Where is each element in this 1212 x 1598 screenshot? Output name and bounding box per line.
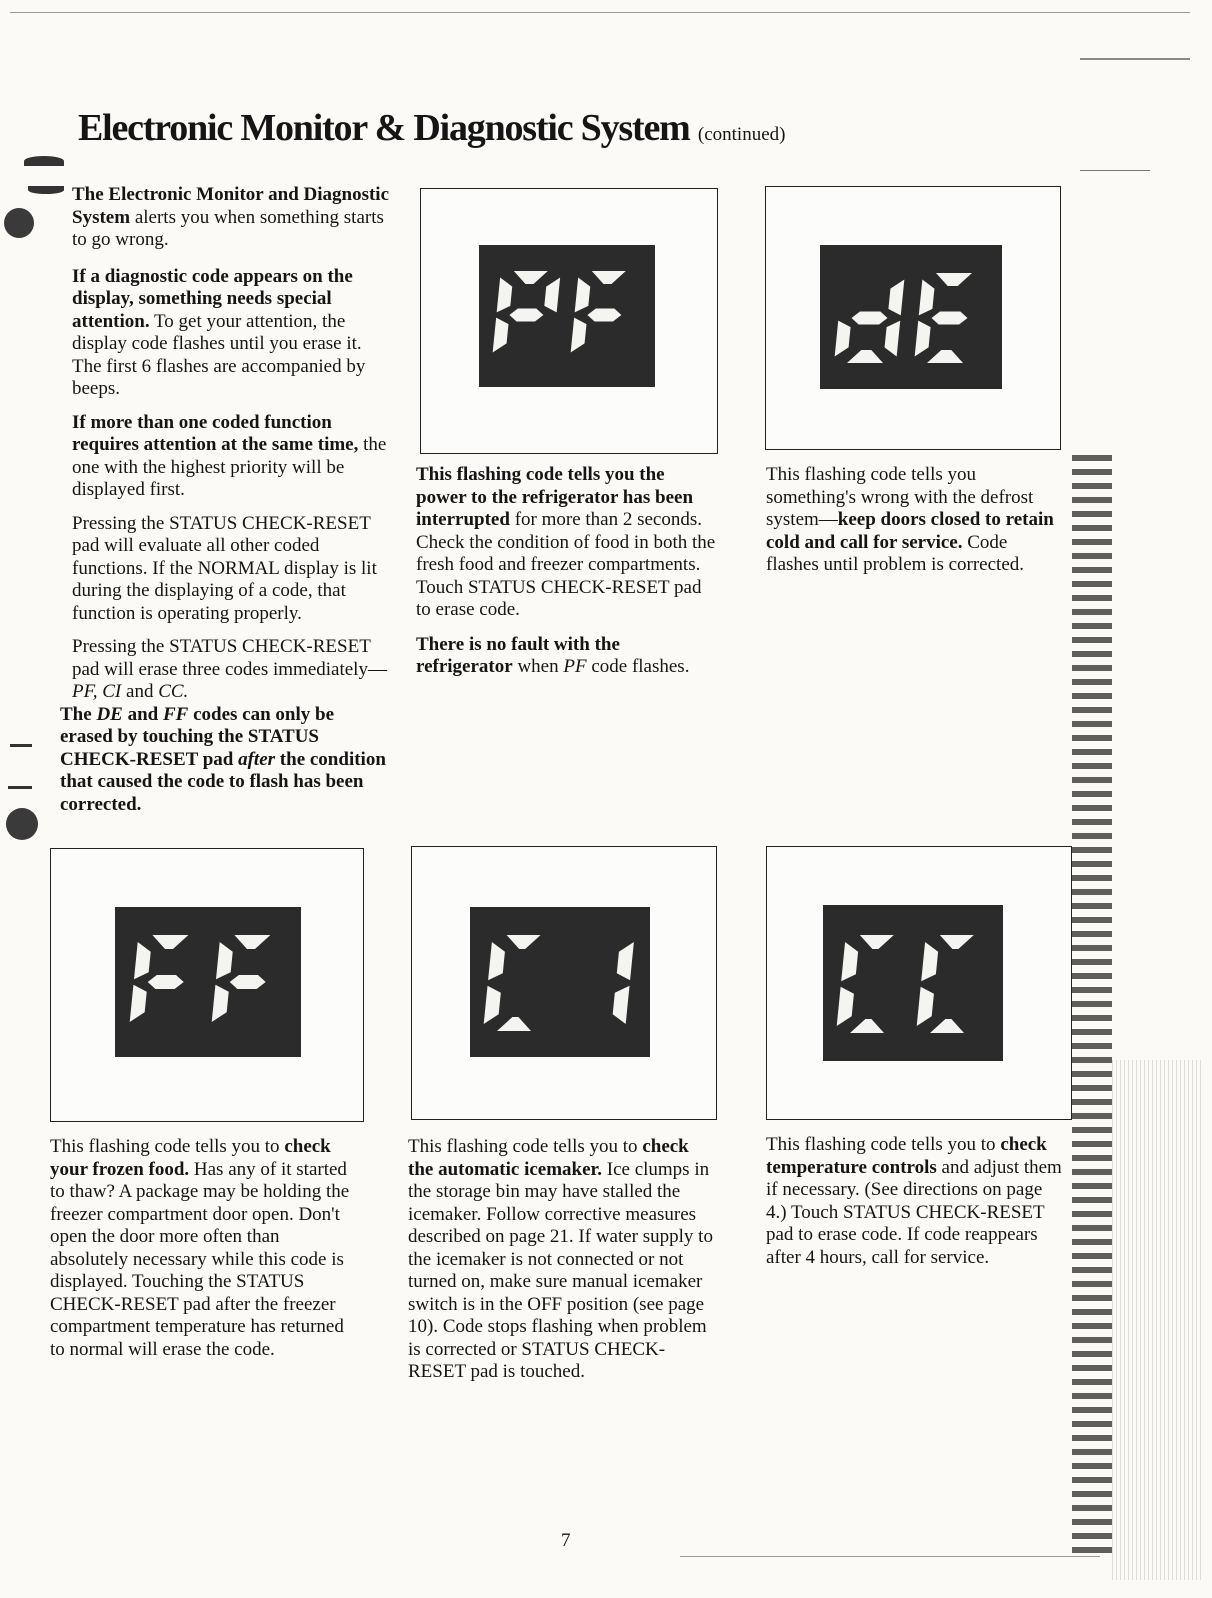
scan-edge-rule bbox=[1080, 58, 1190, 60]
intro-paragraph-5: Pressing the STATUS CHECK-RESET pad will erase three codes immediately—PF, CI and CC. bbox=[72, 636, 387, 702]
segment-0-f bbox=[841, 942, 858, 981]
ff-lcd-display bbox=[115, 907, 301, 1057]
intro-paragraph-4: Pressing the STATUS CHECK-RESET pad will evaluate all other coded functions. If the NORMAL display is lit during the displaying of a code, that function is operating properly. bbox=[72, 512, 377, 624]
segment-0-e bbox=[835, 321, 851, 357]
cc-description: This flashing code tells you to check temperature controls and adjust them if necessary. (See directions on page 4.) Touch STATUS CHECK-RESET pad to erase code. If code reappears after 4 hours, call for service. bbox=[766, 1134, 1062, 1268]
cc-segment-digits bbox=[823, 905, 1003, 1061]
segment-1-a bbox=[936, 273, 972, 286]
scan-edge-artifact bbox=[1072, 455, 1112, 1555]
scan-edge-artifact bbox=[1112, 1060, 1204, 1580]
binding-hole-icon bbox=[4, 208, 34, 238]
ff-segment-digits bbox=[115, 907, 301, 1057]
ci-code-display-box bbox=[411, 846, 717, 1120]
segment-0-f bbox=[497, 278, 513, 313]
segment-0-b bbox=[888, 280, 904, 316]
intro-column bbox=[60, 184, 390, 827]
segment-0-d bbox=[847, 350, 883, 363]
segment-0-g bbox=[509, 309, 543, 322]
segment-0-d bbox=[850, 1019, 884, 1033]
page-title-suffix: (continued) bbox=[697, 124, 786, 145]
segment-0-e bbox=[837, 987, 854, 1026]
de-description: This flashing code tells you something's wrong with the defrost system—keep doors closed to retain cold and call for service. Code flashes until problem is corrected. bbox=[766, 464, 1054, 575]
segment-1-e bbox=[917, 987, 934, 1026]
ci-lcd-display bbox=[470, 907, 650, 1057]
segment-1-e bbox=[212, 985, 229, 1022]
de-code-display-box bbox=[765, 186, 1061, 450]
de-segment-digits bbox=[820, 245, 1002, 389]
pf-segment-digits bbox=[479, 245, 655, 387]
segment-0-a bbox=[507, 935, 541, 949]
cc-lcd-display bbox=[823, 905, 1003, 1061]
segment-0-e bbox=[130, 985, 147, 1022]
segment-0-e bbox=[484, 986, 501, 1024]
binding-mark-icon bbox=[24, 156, 64, 166]
intro-paragraph-1: The Electronic Monitor and Diagnostic System alerts you when something starts to go wrong. bbox=[72, 184, 390, 250]
segment-1-a bbox=[940, 935, 974, 949]
segment-0-d bbox=[497, 1017, 531, 1031]
segment-0-g bbox=[148, 975, 184, 989]
ff-description: This flashing code tells you to check your frozen food. Has any of it started to thaw? A package may be holding the freezer compartment door open. Don't open the door more often than absolutely necessary while this code is displayed. Touching the STATUS CHECK-RESET pad after the freezer compartment temperature has returned to normal will erase the code. bbox=[50, 1136, 350, 1360]
segment-1-g bbox=[932, 312, 968, 325]
binding-hole-icon bbox=[6, 808, 38, 840]
page-title bbox=[78, 106, 785, 150]
binding-mark-icon bbox=[28, 186, 64, 194]
pf-description: This flashing code tells you the power to the refrigerator has been interrupted for more than 2 seconds. Check the condition of food in both the fresh food and freezer compartments. Touch STATUS CHECK-RESET pad to erase code. There is no fault with the refrigerator when PF code flashes. bbox=[416, 464, 716, 677]
page-number: 7 bbox=[561, 1530, 571, 1551]
segment-0-a bbox=[514, 271, 548, 284]
pf-lcd-display bbox=[479, 245, 655, 387]
segment-1-f bbox=[575, 278, 591, 313]
segment-1-a bbox=[592, 271, 626, 284]
intro-paragraph-6: The DE and FF codes can only be erased by touching the STATUS CHECK-RESET pad after the condition that caused the code to flash has been corrected. bbox=[60, 703, 386, 815]
page-title-text: Electronic Monitor & Diagnostic System bbox=[78, 107, 690, 149]
binding-mark-icon bbox=[10, 744, 32, 747]
segment-1-e bbox=[915, 321, 931, 357]
segment-1-d bbox=[927, 350, 963, 363]
segment-0-a bbox=[152, 935, 188, 949]
scan-edge-rule bbox=[1080, 170, 1150, 171]
ci-segment-digits bbox=[470, 907, 650, 1057]
intro-paragraph-2: If a diagnostic code appears on the display, something needs special attention. To get your attention, the display code flashes until you erase it. The first 6 flashes are accompanied by beeps. bbox=[72, 265, 366, 399]
de-lcd-display bbox=[820, 245, 1002, 389]
segment-1-e bbox=[571, 318, 587, 353]
binding-mark-icon bbox=[8, 786, 32, 789]
segment-1-g bbox=[230, 975, 266, 989]
segment-1-a bbox=[234, 935, 270, 949]
intro-paragraph-3: If more than one coded function requires attention at the same time, the one with the highest priority will be displayed first. bbox=[72, 411, 387, 500]
segment-1-g bbox=[587, 309, 621, 322]
segment-0-b bbox=[544, 278, 560, 313]
cc-code-display-box bbox=[766, 846, 1072, 1120]
segment-1-c bbox=[613, 986, 630, 1024]
segment-1-f bbox=[919, 280, 935, 316]
pf-code-display-box bbox=[420, 188, 718, 454]
ff-code-display-box bbox=[50, 848, 364, 1122]
segment-1-b bbox=[617, 942, 634, 980]
segment-0-e bbox=[493, 318, 509, 353]
bottom-rule bbox=[680, 1556, 1100, 1557]
segment-1-d bbox=[930, 1019, 964, 1033]
segment-1-f bbox=[216, 942, 233, 979]
segment-0-f bbox=[488, 942, 505, 980]
segment-0-a bbox=[860, 935, 894, 949]
segment-0-g bbox=[852, 312, 888, 325]
segment-1-f bbox=[921, 942, 938, 981]
top-rule bbox=[10, 12, 1190, 13]
ci-description: This flashing code tells you to check the automatic icemaker. Ice clumps in the storage bin may have stalled the icemaker. Follow corrective measures described on page 21. If water supply to the icemaker is not connected or not turned on, make sure manual icemaker switch is in the OFF position (see page 10). Code stops flashing when problem is corrected or STATUS CHECK-RESET pad is touched. bbox=[408, 1136, 713, 1382]
segment-0-c bbox=[885, 321, 901, 357]
segment-0-f bbox=[134, 942, 151, 979]
